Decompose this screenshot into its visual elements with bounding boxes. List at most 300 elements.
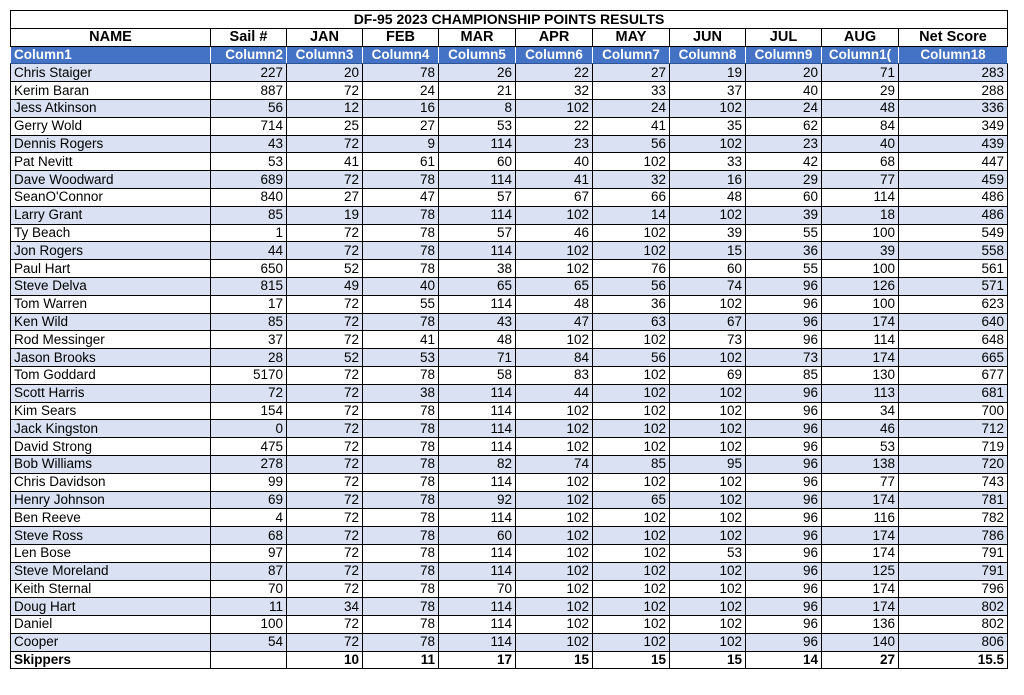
score-cell: 102: [516, 491, 593, 509]
score-cell: 72: [287, 402, 363, 420]
score-cell: 65: [593, 491, 670, 509]
score-cell: 9: [363, 135, 439, 153]
totals-cell: 14: [746, 651, 822, 669]
score-cell: 37: [211, 331, 287, 349]
score-cell: 70: [439, 580, 516, 598]
skipper-name-cell: Rod Messinger: [11, 331, 211, 349]
score-cell: 96: [746, 331, 822, 349]
score-cell: 46: [822, 420, 899, 438]
score-cell: 56: [211, 99, 287, 117]
score-cell: 69: [670, 366, 746, 384]
score-cell: 17: [211, 295, 287, 313]
score-cell: 39: [822, 242, 899, 260]
score-cell: 78: [363, 242, 439, 260]
score-cell: 174: [822, 349, 899, 367]
score-cell: 72: [211, 384, 287, 402]
score-cell: 78: [363, 527, 439, 545]
score-cell: 0: [211, 420, 287, 438]
score-cell: 34: [287, 598, 363, 616]
score-cell: 887: [211, 82, 287, 100]
score-cell: 96: [746, 295, 822, 313]
score-cell: 648: [899, 331, 1008, 349]
score-cell: 71: [439, 349, 516, 367]
score-cell: 67: [516, 188, 593, 206]
score-cell: 96: [746, 633, 822, 651]
score-cell: 114: [439, 633, 516, 651]
score-cell: 26: [439, 64, 516, 82]
score-cell: 62: [746, 117, 822, 135]
score-cell: 78: [363, 313, 439, 331]
score-cell: 174: [822, 491, 899, 509]
table-row: [11, 544, 1008, 562]
score-cell: 113: [822, 384, 899, 402]
score-cell: 78: [363, 366, 439, 384]
score-cell: 102: [593, 242, 670, 260]
table-row: [11, 153, 1008, 171]
score-cell: 48: [439, 331, 516, 349]
score-cell: 665: [899, 349, 1008, 367]
score-cell: 336: [899, 99, 1008, 117]
score-cell: 114: [439, 242, 516, 260]
score-cell: 27: [363, 117, 439, 135]
score-cell: 174: [822, 313, 899, 331]
table-row: [11, 509, 1008, 527]
score-cell: 78: [363, 224, 439, 242]
skipper-name-cell: Gerry Wold: [11, 117, 211, 135]
skipper-name-cell: Henry Johnson: [11, 491, 211, 509]
score-cell: 73: [670, 331, 746, 349]
score-cell: 102: [670, 616, 746, 634]
score-cell: 16: [670, 171, 746, 189]
score-cell: 174: [822, 527, 899, 545]
score-cell: 78: [363, 206, 439, 224]
score-cell: 782: [899, 509, 1008, 527]
score-cell: 82: [439, 455, 516, 473]
score-cell: 102: [516, 242, 593, 260]
score-cell: 53: [211, 153, 287, 171]
column-name-cell: Column8: [670, 46, 746, 64]
score-cell: 102: [670, 562, 746, 580]
score-cell: 102: [593, 153, 670, 171]
skipper-name-cell: Paul Hart: [11, 260, 211, 278]
column-name-cell: Column1(: [822, 46, 899, 64]
score-cell: 96: [746, 277, 822, 295]
skipper-name-cell: Keith Sternal: [11, 580, 211, 598]
score-cell: 114: [439, 135, 516, 153]
score-cell: 72: [287, 438, 363, 456]
score-cell: 78: [363, 580, 439, 598]
score-cell: 72: [287, 491, 363, 509]
score-cell: 60: [439, 527, 516, 545]
score-cell: 53: [363, 349, 439, 367]
score-cell: 114: [439, 384, 516, 402]
table-row: [11, 491, 1008, 509]
score-cell: 84: [822, 117, 899, 135]
skipper-name-cell: Pat Nevitt: [11, 153, 211, 171]
score-cell: 806: [899, 633, 1008, 651]
skipper-name-cell: Steve Moreland: [11, 562, 211, 580]
score-cell: 20: [287, 64, 363, 82]
column-header: MAR: [439, 28, 516, 46]
score-cell: 227: [211, 64, 287, 82]
score-cell: 78: [363, 64, 439, 82]
score-cell: 102: [670, 491, 746, 509]
column-header: Net Score: [899, 28, 1008, 46]
score-cell: 43: [439, 313, 516, 331]
score-cell: 114: [439, 402, 516, 420]
score-cell: 102: [516, 420, 593, 438]
score-cell: 114: [439, 473, 516, 491]
score-cell: 140: [822, 633, 899, 651]
score-cell: 102: [670, 135, 746, 153]
score-cell: 102: [593, 384, 670, 402]
score-cell: 791: [899, 562, 1008, 580]
skipper-name-cell: Kim Sears: [11, 402, 211, 420]
score-cell: 22: [516, 64, 593, 82]
score-cell: 95: [670, 455, 746, 473]
score-cell: 72: [287, 455, 363, 473]
totals-cell: 17: [439, 651, 516, 669]
table-row: [11, 366, 1008, 384]
score-cell: 114: [822, 188, 899, 206]
totals-cell: 11: [363, 651, 439, 669]
score-cell: 102: [593, 473, 670, 491]
score-cell: 48: [516, 295, 593, 313]
score-cell: 72: [287, 331, 363, 349]
score-cell: 459: [899, 171, 1008, 189]
score-cell: 55: [363, 295, 439, 313]
score-cell: 102: [670, 509, 746, 527]
score-cell: 102: [670, 402, 746, 420]
score-cell: 102: [593, 331, 670, 349]
score-cell: 102: [516, 402, 593, 420]
score-cell: 77: [822, 171, 899, 189]
score-cell: 23: [516, 135, 593, 153]
score-cell: 114: [439, 420, 516, 438]
score-cell: 72: [287, 420, 363, 438]
score-cell: 96: [746, 562, 822, 580]
score-cell: 78: [363, 473, 439, 491]
score-cell: 40: [822, 135, 899, 153]
score-cell: 56: [593, 349, 670, 367]
score-cell: 802: [899, 616, 1008, 634]
score-cell: 61: [363, 153, 439, 171]
column-name-cell: Column3: [287, 46, 363, 64]
skipper-name-cell: Dave Woodward: [11, 171, 211, 189]
score-cell: 47: [363, 188, 439, 206]
skipper-name-cell: David Strong: [11, 438, 211, 456]
table-row: [11, 438, 1008, 456]
column-header: MAY: [593, 28, 670, 46]
column-header: JAN: [287, 28, 363, 46]
score-cell: 36: [746, 242, 822, 260]
score-cell: 55: [746, 260, 822, 278]
score-cell: 96: [746, 438, 822, 456]
totals-cell: 15: [670, 651, 746, 669]
score-cell: 102: [516, 633, 593, 651]
score-cell: 1: [211, 224, 287, 242]
score-cell: 73: [746, 349, 822, 367]
score-cell: 796: [899, 580, 1008, 598]
score-cell: 278: [211, 455, 287, 473]
table-row: [11, 384, 1008, 402]
skipper-name-cell: Daniel: [11, 616, 211, 634]
score-cell: 32: [593, 171, 670, 189]
table-row: [11, 331, 1008, 349]
score-cell: 60: [439, 153, 516, 171]
score-cell: 126: [822, 277, 899, 295]
table-row: [11, 473, 1008, 491]
score-cell: 40: [363, 277, 439, 295]
table-row: [11, 224, 1008, 242]
score-cell: 78: [363, 402, 439, 420]
score-cell: 447: [899, 153, 1008, 171]
table-row: [11, 598, 1008, 616]
score-cell: 130: [822, 366, 899, 384]
score-cell: 32: [516, 82, 593, 100]
column-name-cell: Column18: [899, 46, 1008, 64]
score-cell: 102: [670, 438, 746, 456]
score-cell: 35: [670, 117, 746, 135]
column-header: AUG: [822, 28, 899, 46]
score-cell: 72: [287, 544, 363, 562]
totals-cell: [211, 651, 287, 669]
score-cell: 40: [516, 153, 593, 171]
score-cell: 786: [899, 527, 1008, 545]
table-row: [11, 64, 1008, 82]
score-cell: 174: [822, 580, 899, 598]
score-cell: 102: [593, 562, 670, 580]
score-cell: 96: [746, 473, 822, 491]
score-cell: 102: [516, 580, 593, 598]
score-cell: 67: [670, 313, 746, 331]
score-cell: 68: [822, 153, 899, 171]
table-row: [11, 242, 1008, 260]
score-cell: 100: [822, 295, 899, 313]
score-cell: 100: [822, 260, 899, 278]
table-row: [11, 616, 1008, 634]
score-cell: 21: [439, 82, 516, 100]
score-cell: 85: [211, 313, 287, 331]
score-cell: 55: [746, 224, 822, 242]
score-cell: 78: [363, 562, 439, 580]
score-cell: 78: [363, 491, 439, 509]
score-cell: 78: [363, 598, 439, 616]
score-cell: 102: [593, 402, 670, 420]
score-cell: 174: [822, 544, 899, 562]
score-cell: 28: [211, 349, 287, 367]
skipper-name-cell: Tom Goddard: [11, 366, 211, 384]
table-row: [11, 455, 1008, 473]
score-cell: 36: [593, 295, 670, 313]
totals-row: [11, 651, 1008, 669]
score-cell: 68: [211, 527, 287, 545]
score-cell: 114: [439, 598, 516, 616]
column-header: JUN: [670, 28, 746, 46]
score-cell: 18: [822, 206, 899, 224]
score-cell: 102: [670, 295, 746, 313]
score-cell: 100: [211, 616, 287, 634]
score-cell: 47: [516, 313, 593, 331]
score-cell: 102: [516, 260, 593, 278]
score-cell: 72: [287, 527, 363, 545]
score-cell: 76: [593, 260, 670, 278]
score-cell: 102: [670, 580, 746, 598]
score-cell: 85: [211, 206, 287, 224]
score-cell: 102: [593, 509, 670, 527]
score-cell: 41: [593, 117, 670, 135]
column-header: NAME: [11, 28, 211, 46]
score-cell: 549: [899, 224, 1008, 242]
score-cell: 439: [899, 135, 1008, 153]
column-name-cell: Column6: [516, 46, 593, 64]
score-cell: 78: [363, 544, 439, 562]
table-row: [11, 580, 1008, 598]
skipper-name-cell: Bob Williams: [11, 455, 211, 473]
score-cell: 102: [670, 384, 746, 402]
score-cell: 283: [899, 64, 1008, 82]
score-cell: 114: [439, 171, 516, 189]
skipper-name-cell: Scott Harris: [11, 384, 211, 402]
score-cell: 60: [670, 260, 746, 278]
score-cell: 719: [899, 438, 1008, 456]
score-cell: 20: [746, 64, 822, 82]
score-cell: 72: [287, 473, 363, 491]
score-cell: 72: [287, 135, 363, 153]
score-cell: 29: [822, 82, 899, 100]
column-name-cell: Column9: [746, 46, 822, 64]
score-cell: 677: [899, 366, 1008, 384]
skipper-name-cell: Ty Beach: [11, 224, 211, 242]
table-row: [11, 295, 1008, 313]
score-cell: 72: [287, 313, 363, 331]
score-cell: 22: [516, 117, 593, 135]
score-cell: 52: [287, 260, 363, 278]
score-cell: 11: [211, 598, 287, 616]
score-cell: 712: [899, 420, 1008, 438]
table-row: [11, 117, 1008, 135]
skipper-name-cell: Doug Hart: [11, 598, 211, 616]
score-cell: 78: [363, 438, 439, 456]
score-cell: 74: [516, 455, 593, 473]
score-cell: 85: [746, 366, 822, 384]
column-header: JUL: [746, 28, 822, 46]
score-cell: 40: [746, 82, 822, 100]
score-cell: 689: [211, 171, 287, 189]
score-cell: 102: [670, 527, 746, 545]
score-cell: 100: [822, 224, 899, 242]
score-cell: 77: [822, 473, 899, 491]
score-cell: 102: [593, 527, 670, 545]
score-cell: 38: [439, 260, 516, 278]
score-cell: 53: [670, 544, 746, 562]
score-cell: 60: [746, 188, 822, 206]
score-cell: 288: [899, 82, 1008, 100]
score-cell: 63: [593, 313, 670, 331]
score-cell: 78: [363, 171, 439, 189]
skipper-name-cell: Ben Reeve: [11, 509, 211, 527]
table-row: [11, 527, 1008, 545]
table-row: [11, 135, 1008, 153]
score-cell: 486: [899, 188, 1008, 206]
score-cell: 114: [439, 616, 516, 634]
score-cell: 102: [593, 366, 670, 384]
score-cell: 72: [287, 295, 363, 313]
skipper-name-cell: Steve Delva: [11, 277, 211, 295]
score-cell: 781: [899, 491, 1008, 509]
skipper-name-cell: Larry Grant: [11, 206, 211, 224]
score-cell: 96: [746, 544, 822, 562]
score-cell: 14: [593, 206, 670, 224]
score-cell: 114: [439, 438, 516, 456]
score-cell: 102: [516, 544, 593, 562]
score-cell: 24: [593, 99, 670, 117]
table-row: [11, 402, 1008, 420]
column-name-cell: Column2: [211, 46, 287, 64]
score-cell: 57: [439, 188, 516, 206]
skipper-name-cell: Len Bose: [11, 544, 211, 562]
results-body: [11, 64, 1008, 651]
table-row: [11, 349, 1008, 367]
championship-results-table: [10, 10, 1008, 669]
score-cell: 96: [746, 527, 822, 545]
score-cell: 84: [516, 349, 593, 367]
score-cell: 33: [593, 82, 670, 100]
totals-cell: 27: [822, 651, 899, 669]
score-cell: 8: [439, 99, 516, 117]
table-row: [11, 277, 1008, 295]
score-cell: 29: [746, 171, 822, 189]
score-cell: 58: [439, 366, 516, 384]
header-row: [11, 28, 1008, 46]
score-cell: 114: [439, 509, 516, 527]
score-cell: 4: [211, 509, 287, 527]
score-cell: 78: [363, 260, 439, 278]
score-cell: 72: [287, 242, 363, 260]
table-row: [11, 562, 1008, 580]
score-cell: 96: [746, 402, 822, 420]
score-cell: 102: [670, 420, 746, 438]
score-cell: 102: [670, 633, 746, 651]
score-cell: 19: [670, 64, 746, 82]
score-cell: 72: [287, 616, 363, 634]
table-row: [11, 99, 1008, 117]
score-cell: 78: [363, 633, 439, 651]
score-cell: 114: [439, 295, 516, 313]
score-cell: 34: [822, 402, 899, 420]
score-cell: 72: [287, 384, 363, 402]
score-cell: 475: [211, 438, 287, 456]
score-cell: 70: [211, 580, 287, 598]
score-cell: 96: [746, 491, 822, 509]
score-cell: 53: [439, 117, 516, 135]
totals-cell: 15.5: [899, 651, 1008, 669]
score-cell: 41: [363, 331, 439, 349]
score-cell: 96: [746, 384, 822, 402]
score-cell: 102: [593, 224, 670, 242]
score-cell: 74: [670, 277, 746, 295]
column-header: FEB: [363, 28, 439, 46]
score-cell: 102: [516, 99, 593, 117]
score-cell: 49: [287, 277, 363, 295]
score-cell: 41: [516, 171, 593, 189]
score-cell: 102: [516, 438, 593, 456]
score-cell: 102: [670, 206, 746, 224]
column-header: APR: [516, 28, 593, 46]
score-cell: 24: [746, 99, 822, 117]
score-cell: 714: [211, 117, 287, 135]
column-name-cell: Column5: [439, 46, 516, 64]
